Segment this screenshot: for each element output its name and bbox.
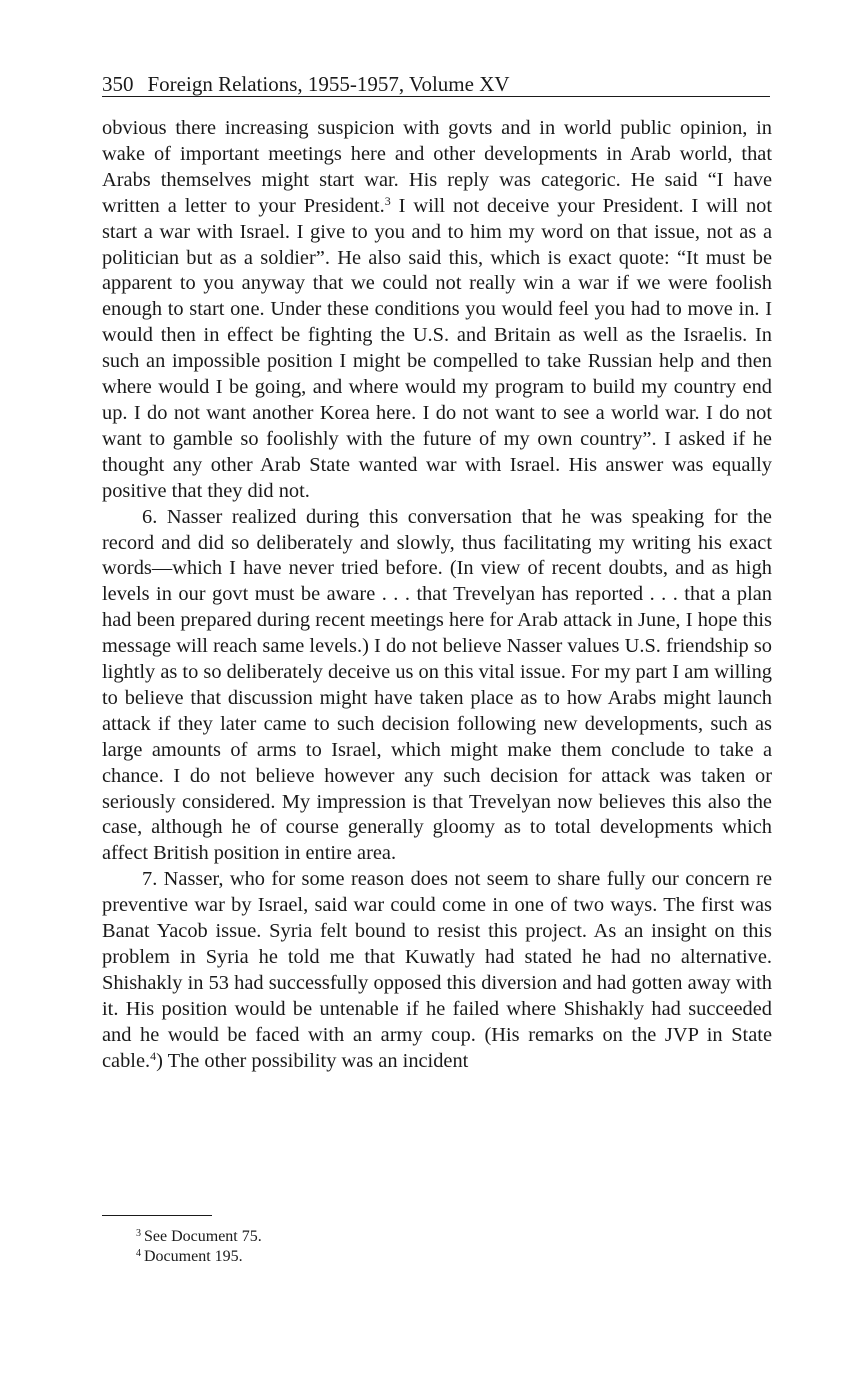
footnote-4 xyxy=(136,1247,262,1267)
footnote-reference: 4 xyxy=(150,1048,157,1063)
paragraph-text: ) The other possibility was an incident xyxy=(156,1049,469,1072)
paragraph-5-continued xyxy=(102,116,772,505)
page-number: 350 xyxy=(102,72,134,96)
body-text xyxy=(102,116,772,1075)
footnote-divider xyxy=(102,1215,212,1216)
footnote-mark: 4 xyxy=(136,1248,141,1259)
header-title: Foreign Relations, 1955-1957, Volume XV xyxy=(147,72,510,96)
running-header xyxy=(102,72,770,97)
footnote-text: Document 195. xyxy=(144,1248,243,1265)
footnote-3 xyxy=(136,1227,262,1247)
footnote-text: See Document 75. xyxy=(144,1228,262,1245)
paragraph-text: I will not deceive your President. I will not start a war with Israel. I give to you and to him my word on that issue, not as a politician but as a soldier”. He also said this, which is exact quote: “It must be apparent to you anyway that we could not really win a war if we were foolish enough to start one. Under these conditions you would feel you had to move in. I would then in effect be fighting the U.S. and Britain as well as the Israelis. In such an impossible position I might be compelled to take Russian help and then where would I be going, and where would my program to build my country end up. I do not want another Korea here. I do not want to see a world war. I do not want to gamble so foolishly with the future of my own country”. I asked if he thought any other Arab State wanted war with Israel. His answer was equally positive that they did not. xyxy=(102,194,773,502)
paragraph-text: 7. Nasser, who for some reason does not seem to share fully our concern re preventive war by Israel, said war could come in one of two ways. The first was Banat Yacob issue. Syria felt bound to resist this project. As an insight on this problem in Syria he told me that Kuwatly had stated he had no alternative. Shishakly in 53 had successfully opposed this diversion and had gotten away with it. His position would be untenable if he failed where Shishakly had succeeded and he would be faced with an army coup. (His remarks on the JVP in State cable. xyxy=(102,868,772,1072)
paragraph-7 xyxy=(102,867,772,1074)
footnote-reference: 3 xyxy=(384,193,391,208)
footnotes xyxy=(136,1227,262,1267)
paragraph-text: obvious there increasing suspicion with govts and in world public opinion, in wake of important meetings here and other developments in Arab world, that Arabs themselves might start war. His reply was categoric. He said “I have written a letter to your President. xyxy=(102,117,772,217)
paragraph-6: 6. Nasser realized during this conversation that he was speaking for the record and did so deliberately and slowly, thus facilitating my writing his exact words—which I have never tried before. (In view of recent doubts, and as high levels in our govt must be aware . . . that Trevelyan has reported . . . that a plan had been prepared during recent meetings here for Arab attack in June, I hope this message will reach same levels.) I do not believe Nasser values U.S. friendship so lightly as to so deliberately deceive us on this vital issue. For my part I am willing to believe that discussion might have taken place as to how Arabs might launch attack if they later came to such decision following new developments, such as large amounts of arms to Israel, which might make them conclude to take a chance. I do not believe however any such decision for attack was taken or seriously considered. My impression is that Trevelyan now believes this also the case, although he of course generally gloomy as to total developments which affect British position in entire area. xyxy=(102,505,772,865)
footnote-mark: 3 xyxy=(136,1228,141,1239)
